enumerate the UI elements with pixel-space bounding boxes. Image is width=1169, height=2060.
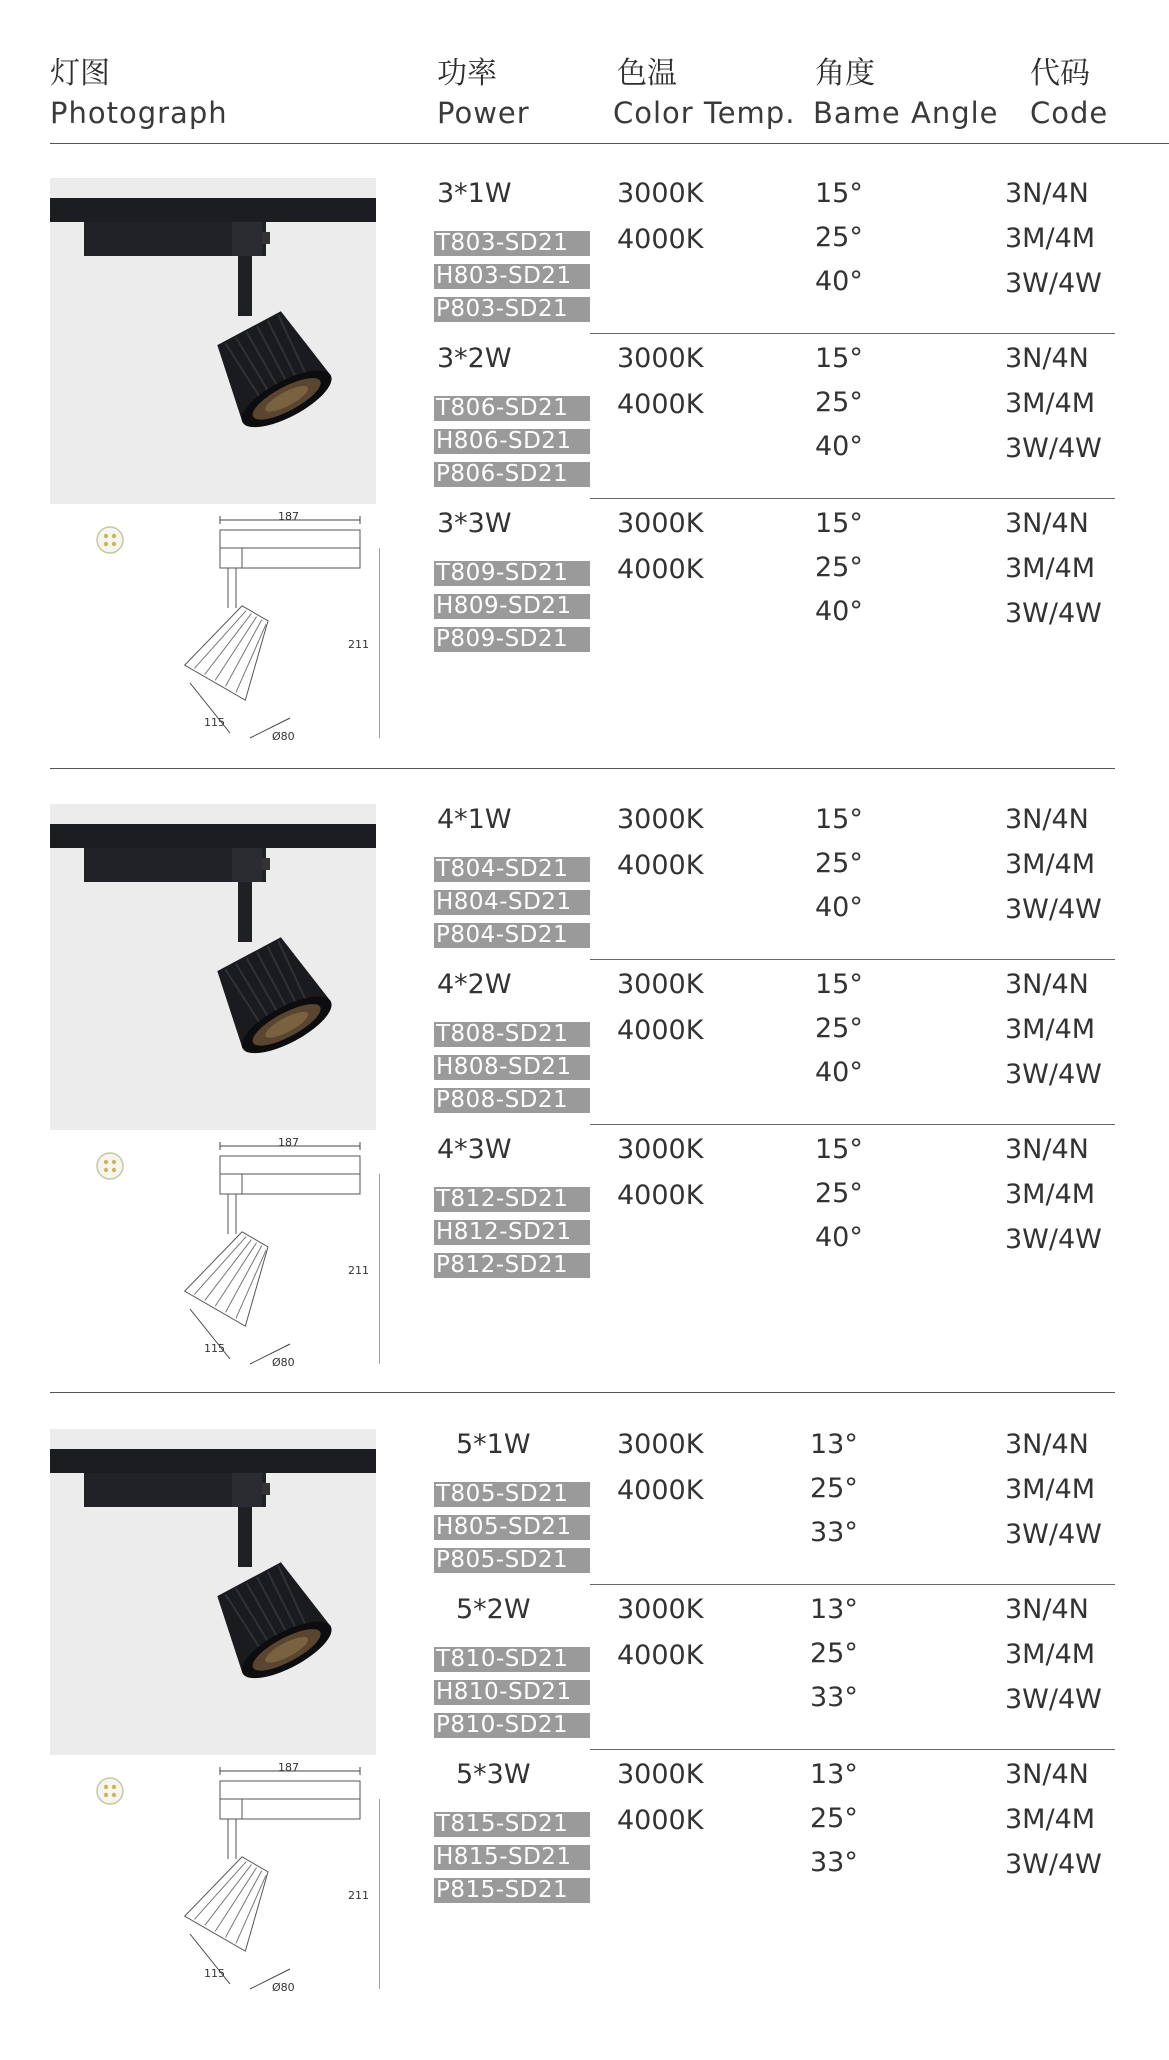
spec-block — [0, 804, 1169, 969]
spec-block — [0, 1134, 1169, 1299]
code-value: 3W/4W — [1005, 598, 1102, 629]
beam-angle-value: 13° — [810, 1429, 858, 1460]
code-value: 3W/4W — [1005, 1684, 1102, 1715]
code-value: 3M/4M — [1005, 1474, 1096, 1505]
beam-angle-value: 15° — [815, 1134, 863, 1165]
model-number-tag: P804-SD21 — [434, 923, 590, 948]
beam-angle-value: 15° — [815, 804, 863, 835]
spec-block-divider — [590, 1749, 1115, 1750]
header-code-en: Code — [1030, 96, 1109, 130]
beam-angle-value: 15° — [815, 508, 863, 539]
beam-angle-value: 25° — [815, 848, 863, 879]
power-value: 3*1W — [437, 178, 512, 209]
color-temp-value: 3000K — [617, 1594, 704, 1625]
beam-angle-value: 25° — [815, 1178, 863, 1209]
drawing-diameter-label: Ø80 — [272, 1981, 295, 1994]
spec-block — [0, 1594, 1169, 1759]
power-value: 5*1W — [456, 1429, 531, 1460]
color-temp-value: 4000K — [617, 224, 704, 255]
drawing-diameter-label: Ø80 — [272, 730, 295, 743]
code-value: 3M/4M — [1005, 1179, 1096, 1210]
beam-angle-value: 25° — [810, 1638, 858, 1669]
color-temp-value: 3000K — [617, 508, 704, 539]
spec-block — [0, 178, 1169, 343]
model-number-tag: P809-SD21 — [434, 627, 590, 652]
model-number-tag: T812-SD21 — [434, 1187, 590, 1212]
model-number-tag: P810-SD21 — [434, 1713, 590, 1738]
beam-angle-value: 33° — [810, 1847, 858, 1878]
model-number-tag: H810-SD21 — [434, 1680, 590, 1705]
model-number-tag: H803-SD21 — [434, 264, 590, 289]
color-temp-value: 3000K — [617, 1134, 704, 1165]
spec-block-divider — [590, 333, 1115, 334]
model-number-tag: T804-SD21 — [434, 857, 590, 882]
beam-angle-value: 13° — [810, 1759, 858, 1790]
model-number-tag: T806-SD21 — [434, 396, 590, 421]
code-value: 3M/4M — [1005, 1639, 1096, 1670]
model-number-tag: H806-SD21 — [434, 429, 590, 454]
drawing-width-label: 187 — [278, 1136, 299, 1149]
header-photo-cn: 灯图 — [50, 56, 110, 91]
power-value: 3*3W — [437, 508, 512, 539]
beam-angle-value: 40° — [815, 266, 863, 297]
model-number-tag: H805-SD21 — [434, 1515, 590, 1540]
model-number-tag: H808-SD21 — [434, 1055, 590, 1080]
beam-angle-value: 40° — [815, 1222, 863, 1253]
beam-angle-value: 25° — [810, 1803, 858, 1834]
code-value: 3M/4M — [1005, 849, 1096, 880]
code-value: 3N/4N — [1005, 1594, 1089, 1625]
power-value: 4*1W — [437, 804, 512, 835]
color-temp-value: 3000K — [617, 1759, 704, 1790]
beam-angle-value: 15° — [815, 178, 863, 209]
code-value: 3M/4M — [1005, 388, 1096, 419]
header-divider — [50, 143, 1169, 144]
code-value: 3N/4N — [1005, 969, 1089, 1000]
code-value: 3N/4N — [1005, 1429, 1089, 1460]
color-temp-value: 4000K — [617, 850, 704, 881]
header-power-en: Power — [437, 96, 530, 130]
model-number-tag: T810-SD21 — [434, 1647, 590, 1672]
header-angle-cn: 角度 — [815, 56, 875, 91]
color-temp-value: 3000K — [617, 1429, 704, 1460]
model-number-tag: T815-SD21 — [434, 1812, 590, 1837]
code-value: 3W/4W — [1005, 1059, 1102, 1090]
color-temp-value: 3000K — [617, 343, 704, 374]
beam-angle-value: 25° — [815, 387, 863, 418]
color-temp-value: 3000K — [617, 969, 704, 1000]
color-temp-value: 4000K — [617, 1015, 704, 1046]
power-value: 4*3W — [437, 1134, 512, 1165]
code-value: 3M/4M — [1005, 223, 1096, 254]
power-value: 3*2W — [437, 343, 512, 374]
drawing-height-label: 211 — [348, 638, 369, 651]
model-number-tag: H815-SD21 — [434, 1845, 590, 1870]
beam-angle-value: 25° — [810, 1473, 858, 1504]
code-value: 3W/4W — [1005, 433, 1102, 464]
model-number-tag: P803-SD21 — [434, 297, 590, 322]
spec-block — [0, 1759, 1169, 1924]
drawing-height-label: 211 — [348, 1264, 369, 1277]
code-value: 3N/4N — [1005, 343, 1089, 374]
product-section — [0, 804, 1169, 1429]
header-photo-en: Photograph — [50, 96, 228, 130]
code-value: 3M/4M — [1005, 1014, 1096, 1045]
beam-angle-value: 40° — [815, 1057, 863, 1088]
power-value: 4*2W — [437, 969, 512, 1000]
code-value: 3N/4N — [1005, 1134, 1089, 1165]
beam-angle-value: 15° — [815, 969, 863, 1000]
header-angle-en: Bame Angle — [813, 96, 999, 130]
code-value: 3N/4N — [1005, 508, 1089, 539]
model-number-tag: T803-SD21 — [434, 231, 590, 256]
spec-block — [0, 969, 1169, 1134]
model-number-tag: P805-SD21 — [434, 1548, 590, 1573]
beam-angle-value: 40° — [815, 596, 863, 627]
drawing-length-label: 115 — [204, 1342, 225, 1355]
code-value: 3N/4N — [1005, 1759, 1089, 1790]
code-value: 3M/4M — [1005, 553, 1096, 584]
model-number-tag: H804-SD21 — [434, 890, 590, 915]
drawing-width-label: 187 — [278, 1761, 299, 1774]
color-temp-value: 4000K — [617, 1640, 704, 1671]
spec-block — [0, 1429, 1169, 1594]
model-number-tag: H809-SD21 — [434, 594, 590, 619]
spec-block — [0, 343, 1169, 508]
spec-block-divider — [590, 959, 1115, 960]
beam-angle-value: 40° — [815, 431, 863, 462]
beam-angle-value: 33° — [810, 1682, 858, 1713]
header-power-cn: 功率 — [437, 56, 497, 91]
header-temp-cn: 色温 — [617, 56, 677, 91]
model-number-tag: P806-SD21 — [434, 462, 590, 487]
power-value: 5*3W — [456, 1759, 531, 1790]
model-number-tag: P808-SD21 — [434, 1088, 590, 1113]
code-value: 3W/4W — [1005, 1849, 1102, 1880]
color-temp-value: 3000K — [617, 178, 704, 209]
power-value: 5*2W — [456, 1594, 531, 1625]
code-value: 3N/4N — [1005, 178, 1089, 209]
code-value: 3W/4W — [1005, 1519, 1102, 1550]
beam-angle-value: 25° — [815, 222, 863, 253]
drawing-length-label: 115 — [204, 1967, 225, 1980]
beam-angle-value: 15° — [815, 343, 863, 374]
header-code-cn: 代码 — [1030, 56, 1090, 91]
spec-block-divider — [590, 1124, 1115, 1125]
model-number-tag: T809-SD21 — [434, 561, 590, 586]
beam-angle-value: 13° — [810, 1594, 858, 1625]
code-value: 3M/4M — [1005, 1804, 1096, 1835]
color-temp-value: 4000K — [617, 1475, 704, 1506]
product-section — [0, 1429, 1169, 2054]
model-number-tag: T808-SD21 — [434, 1022, 590, 1047]
model-number-tag: P812-SD21 — [434, 1253, 590, 1278]
code-value: 3W/4W — [1005, 1224, 1102, 1255]
beam-angle-value: 25° — [815, 1013, 863, 1044]
model-number-tag: T805-SD21 — [434, 1482, 590, 1507]
drawing-length-label: 115 — [204, 716, 225, 729]
color-temp-value: 4000K — [617, 1180, 704, 1211]
drawing-diameter-label: Ø80 — [272, 1356, 295, 1369]
code-value: 3N/4N — [1005, 804, 1089, 835]
spec-block — [0, 508, 1169, 673]
color-temp-value: 4000K — [617, 1805, 704, 1836]
beam-angle-value: 33° — [810, 1517, 858, 1548]
header-temp-en: Color Temp. — [613, 96, 796, 130]
model-number-tag: H812-SD21 — [434, 1220, 590, 1245]
product-section — [0, 178, 1169, 803]
beam-angle-value: 40° — [815, 892, 863, 923]
model-number-tag: P815-SD21 — [434, 1878, 590, 1903]
spec-block-divider — [590, 1584, 1115, 1585]
code-value: 3W/4W — [1005, 268, 1102, 299]
color-temp-value: 4000K — [617, 554, 704, 585]
color-temp-value: 3000K — [617, 804, 704, 835]
spec-block-divider — [590, 498, 1115, 499]
beam-angle-value: 25° — [815, 552, 863, 583]
drawing-height-label: 211 — [348, 1889, 369, 1902]
color-temp-value: 4000K — [617, 389, 704, 420]
drawing-width-label: 187 — [278, 510, 299, 523]
code-value: 3W/4W — [1005, 894, 1102, 925]
